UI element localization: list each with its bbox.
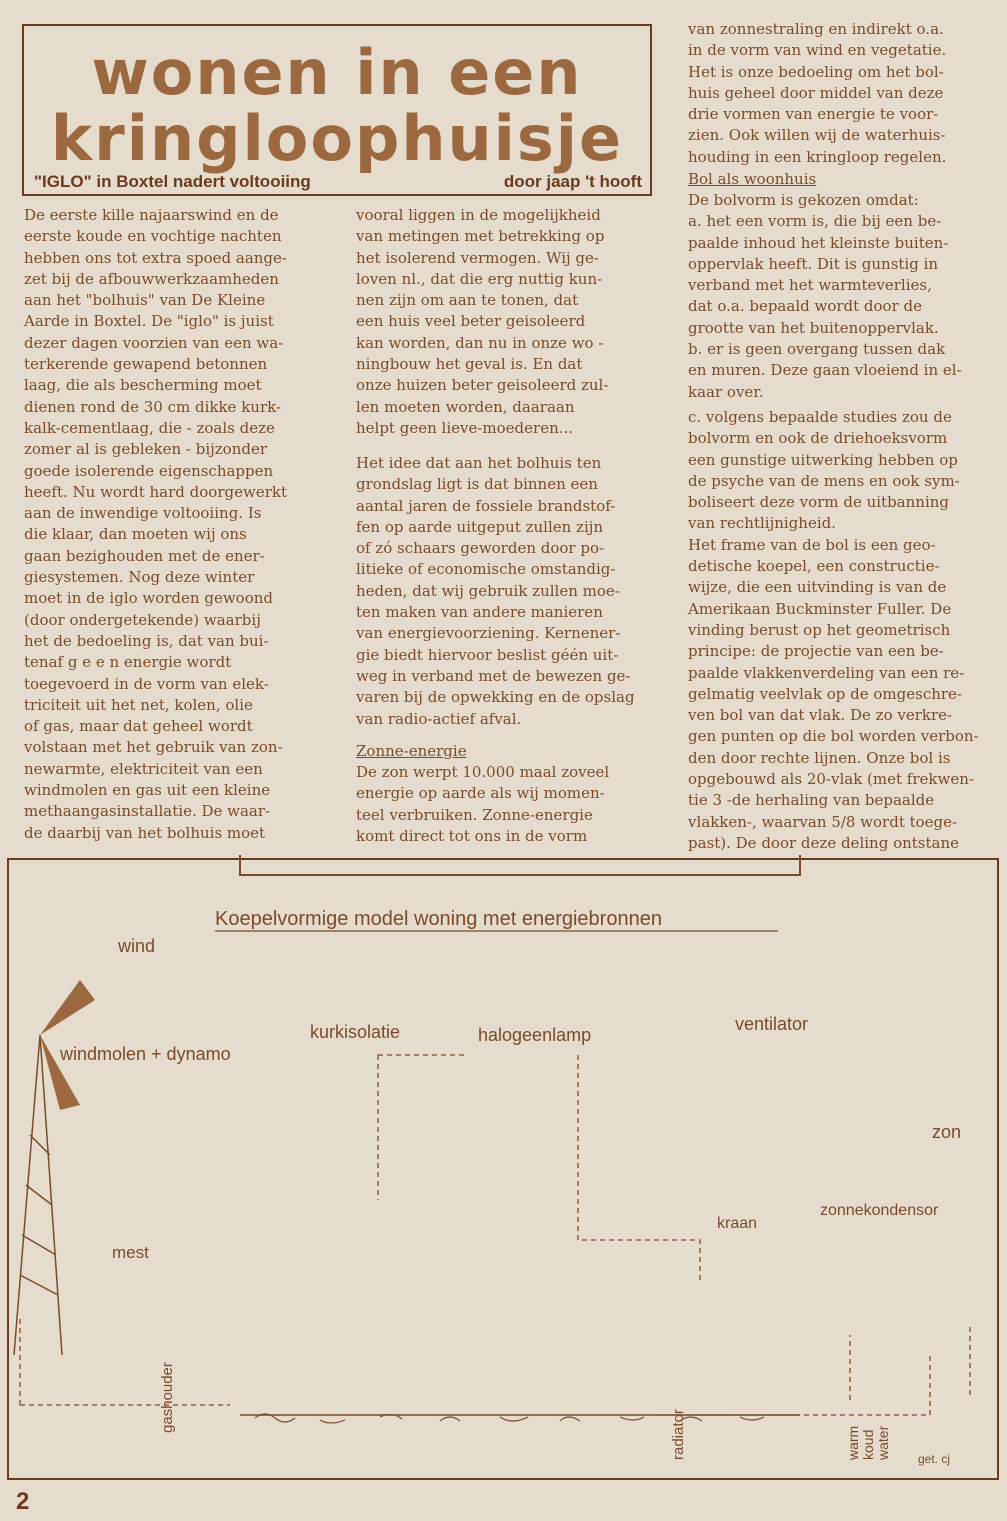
article-column-3-paragraph-2: De bolvorm is gekozen omdat: a. het een vorm is, die bij een be- paalde inhoud het kleinste buiten- oppervlak heeft. Dit is gunstig in verband met het warmteverlies, dat o.a. bepaald wordt door de grootte van het buitenoppervlak. b. er is geen overgang tussen dak en muren. Deze gaan vloeiend in el- kaar over. <box>688 191 962 401</box>
page-number: 2 <box>16 1488 30 1515</box>
article-column-1: De eerste kille najaarswind en de eerste koude en vochtige nachten hebben ons tot extra spoed aange- zet bij de afbouwwerkzaamheden aan het "bolhuis" van De Kleine Aarde in Boxtel. De "iglo" is juist dezer dagen voorzien van een wa- terkerende gewapend betonnen laag, die als bescherming moet dienen rond de 30 cm dikke kurk- kalk-cementlaag, die - zoals deze zomer al is gebleken - bijzonder goede isolerende eigenschappen heeft. Nu wordt hard doorgewerkt aan de inwendige voltooiing. Is die klaar, dan moeten wij ons gaan bezighouden met de ener- giesystemen. Nog deze winter moet in de iglo worden gewoond (door ondergetekende) waarbij het de bedoeling is, dat van bui- tenaf g e e n energie wordt toegevoerd in de vorm van elek- triciteit uit het net, kolen, olie of gas, maar dat geheel wordt volstaan met het gebruik van zon- newarmte, elektriciteit van een windmolen en gas uit een kleine methaangasinstallatie. De waar- de daarbij van het bolhuis moet <box>24 206 287 842</box>
label-gashouder: gashouder <box>159 1362 176 1433</box>
label-zonnekondensor: zonnekondensor <box>820 1202 939 1219</box>
artist-signature: get. cj <box>918 1452 951 1466</box>
title-box <box>22 24 652 196</box>
article-column-2-paragraph-2: Het idee dat aan het bolhuis ten grondslag ligt is dat binnen een aantal jaren de fossiele brandstof- fen op aarde uitgeput zullen zijn of zó schaars geworden door po- litieke of economische omstandig- heden, dat wij gebruik zullen moe- ten maken van andere manieren van energievoorziening. Kernener- gie biedt hiervoor beslist géén uit- weg in verband met de bewezen ge- varen bij de opwekking en de opslag van radio-actief afval. <box>356 454 635 728</box>
section-heading-zonne-energie: Zonne-energie <box>356 742 467 760</box>
headline-line-1: wonen in een <box>91 36 583 109</box>
label-water: water <box>875 1425 891 1460</box>
diagram-title: Koepelvormige model woning met energiebronnen <box>215 908 662 930</box>
label-ventilator: ventilator <box>735 1014 809 1034</box>
pipes <box>20 1055 970 1415</box>
label-warm: warm <box>845 1425 861 1460</box>
byline: door jaap 't hooft <box>503 172 642 191</box>
label-wind: wind <box>118 936 156 956</box>
windmill <box>14 980 95 1355</box>
label-koud: koud <box>860 1429 876 1460</box>
label-radiator: radiator <box>670 1409 687 1460</box>
article-column-2-paragraph-1: vooral liggen in de mogelijkheid van metingen met betrekking op het isolerend vermogen. Wij ge- loven nl., dat die erg nuttig kun- nen zijn om aan te tonen, dat een huis veel beter geisoleerd kan worden, dan nu in onze wo - ningbouw het geval is. En dat onze huizen beter geisoleerd zul- len moeten worden, daaraan helpt geen lieve-moederen... <box>356 206 609 437</box>
article-column-2-paragraph-3: De zon werpt 10.000 maal zoveel energie op aarde als wij momen- teel verbruiken. Zonne-energie komt direct tot ons in de vorm <box>356 763 610 845</box>
label-zon: zon <box>932 1122 962 1142</box>
subtitle: "IGLO" in Boxtel nadert voltooiing <box>34 172 311 191</box>
label-kraan: kraan <box>717 1215 758 1232</box>
section-heading-bol-als-woonhuis: Bol als woonhuis <box>688 170 817 188</box>
label-kurkisolatie: kurkisolatie <box>310 1022 401 1042</box>
article-column-3-paragraph-3: c. volgens bepaalde studies zou de bolvorm en ook de driehoeksvorm een gunstige uitwerking hebben op de psyche van de mens en ook sym- boliseert deze vorm de uitbanning van rechtlijnigheid. Het frame van de bol is een geo- detische koepel, een constructie- wijze, die een uitvinding is van de Amerikaan Buckminster Fuller. De vinding berust op het geometrisch principe: de projectie van een be- paalde vlakkenverdeling van een re- gelmatig veelvlak op de omgeschre- ven bol van dat vlak. De zo verkre- gen punten op die bol worden verbon- den door rechte lijnen. Onze bol is opgebouwd als 20-vlak (met frekwen- tie 3 -de herhaling van bepaalde vlakken-, waarvan 5/8 wordt toege- past). De door deze deling ontstane <box>688 408 979 852</box>
label-windmolen: windmolen + dynamo <box>60 1044 231 1064</box>
headline-line-2: kringloophuisje <box>50 102 624 175</box>
article-column-3-paragraph-1: van zonnestraling en indirekt o.a. in de vorm van wind en vegetatie. Het is onze bedoeling om het bol- huis geheel door middel van deze drie vormen van energie te voor- zien. Ook willen wij de waterhuis- houding in een kringloop regelen. <box>688 20 947 166</box>
label-halogeenlamp: halogeenlamp <box>478 1025 592 1045</box>
dome-house-diagram <box>0 855 1007 1485</box>
label-mest: mest <box>112 1243 149 1262</box>
